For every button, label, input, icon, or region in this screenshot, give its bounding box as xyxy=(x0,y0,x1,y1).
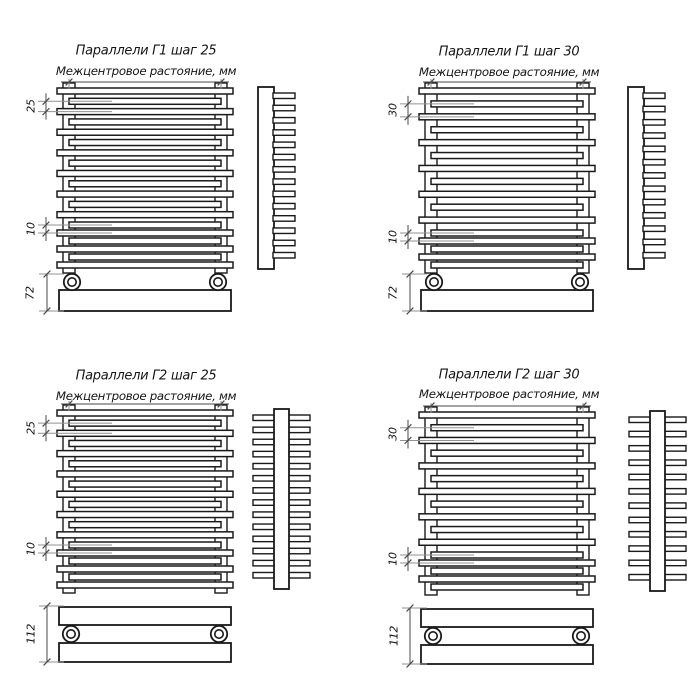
gap-dim-label: 10 xyxy=(386,230,400,244)
gap-dim-label: 10 xyxy=(24,222,38,236)
variant-title: Параллели Г2 шаг 30 xyxy=(438,367,580,383)
gap-dim-label: 10 xyxy=(386,552,400,566)
side-view xyxy=(629,411,686,591)
variant-title: Параллели Г1 шаг 30 xyxy=(438,44,580,60)
center-distance-label: Межцентровое растояние, мм xyxy=(55,64,237,78)
variant-title: Параллели Г2 шаг 25 xyxy=(75,368,217,384)
step-dim-label: 25 xyxy=(24,99,38,113)
collector-dim-label: 72 xyxy=(23,286,37,300)
variant-drawing-2 xyxy=(38,401,310,666)
step-dim-label: 25 xyxy=(24,421,38,435)
front-view xyxy=(419,83,595,273)
gap-dim-label: 10 xyxy=(24,542,38,556)
variant-drawing-3 xyxy=(400,403,686,668)
step-dim-label: 30 xyxy=(386,103,400,117)
collector-dim-label: 112 xyxy=(387,625,401,647)
center-distance-label: Межцентровое растояние, мм xyxy=(418,387,600,401)
side-view xyxy=(253,409,310,589)
collector-dim-label: 112 xyxy=(24,623,38,645)
center-distance-label: Межцентровое растояние, мм xyxy=(418,65,600,79)
collector-dim-label: 72 xyxy=(386,286,400,300)
variant-title: Параллели Г1 шаг 25 xyxy=(75,43,217,59)
collector-view xyxy=(421,609,593,664)
collector-view xyxy=(59,274,231,311)
variant-drawing-0 xyxy=(38,79,295,315)
side-view xyxy=(258,87,295,269)
collector-view xyxy=(421,274,593,311)
front-view xyxy=(419,407,595,595)
step-dim-label: 30 xyxy=(386,427,400,441)
center-distance-label: Межцентровое растояние, мм xyxy=(55,389,237,403)
collector-view xyxy=(59,607,231,662)
side-view xyxy=(628,87,665,269)
variant-drawing-1 xyxy=(400,79,665,315)
